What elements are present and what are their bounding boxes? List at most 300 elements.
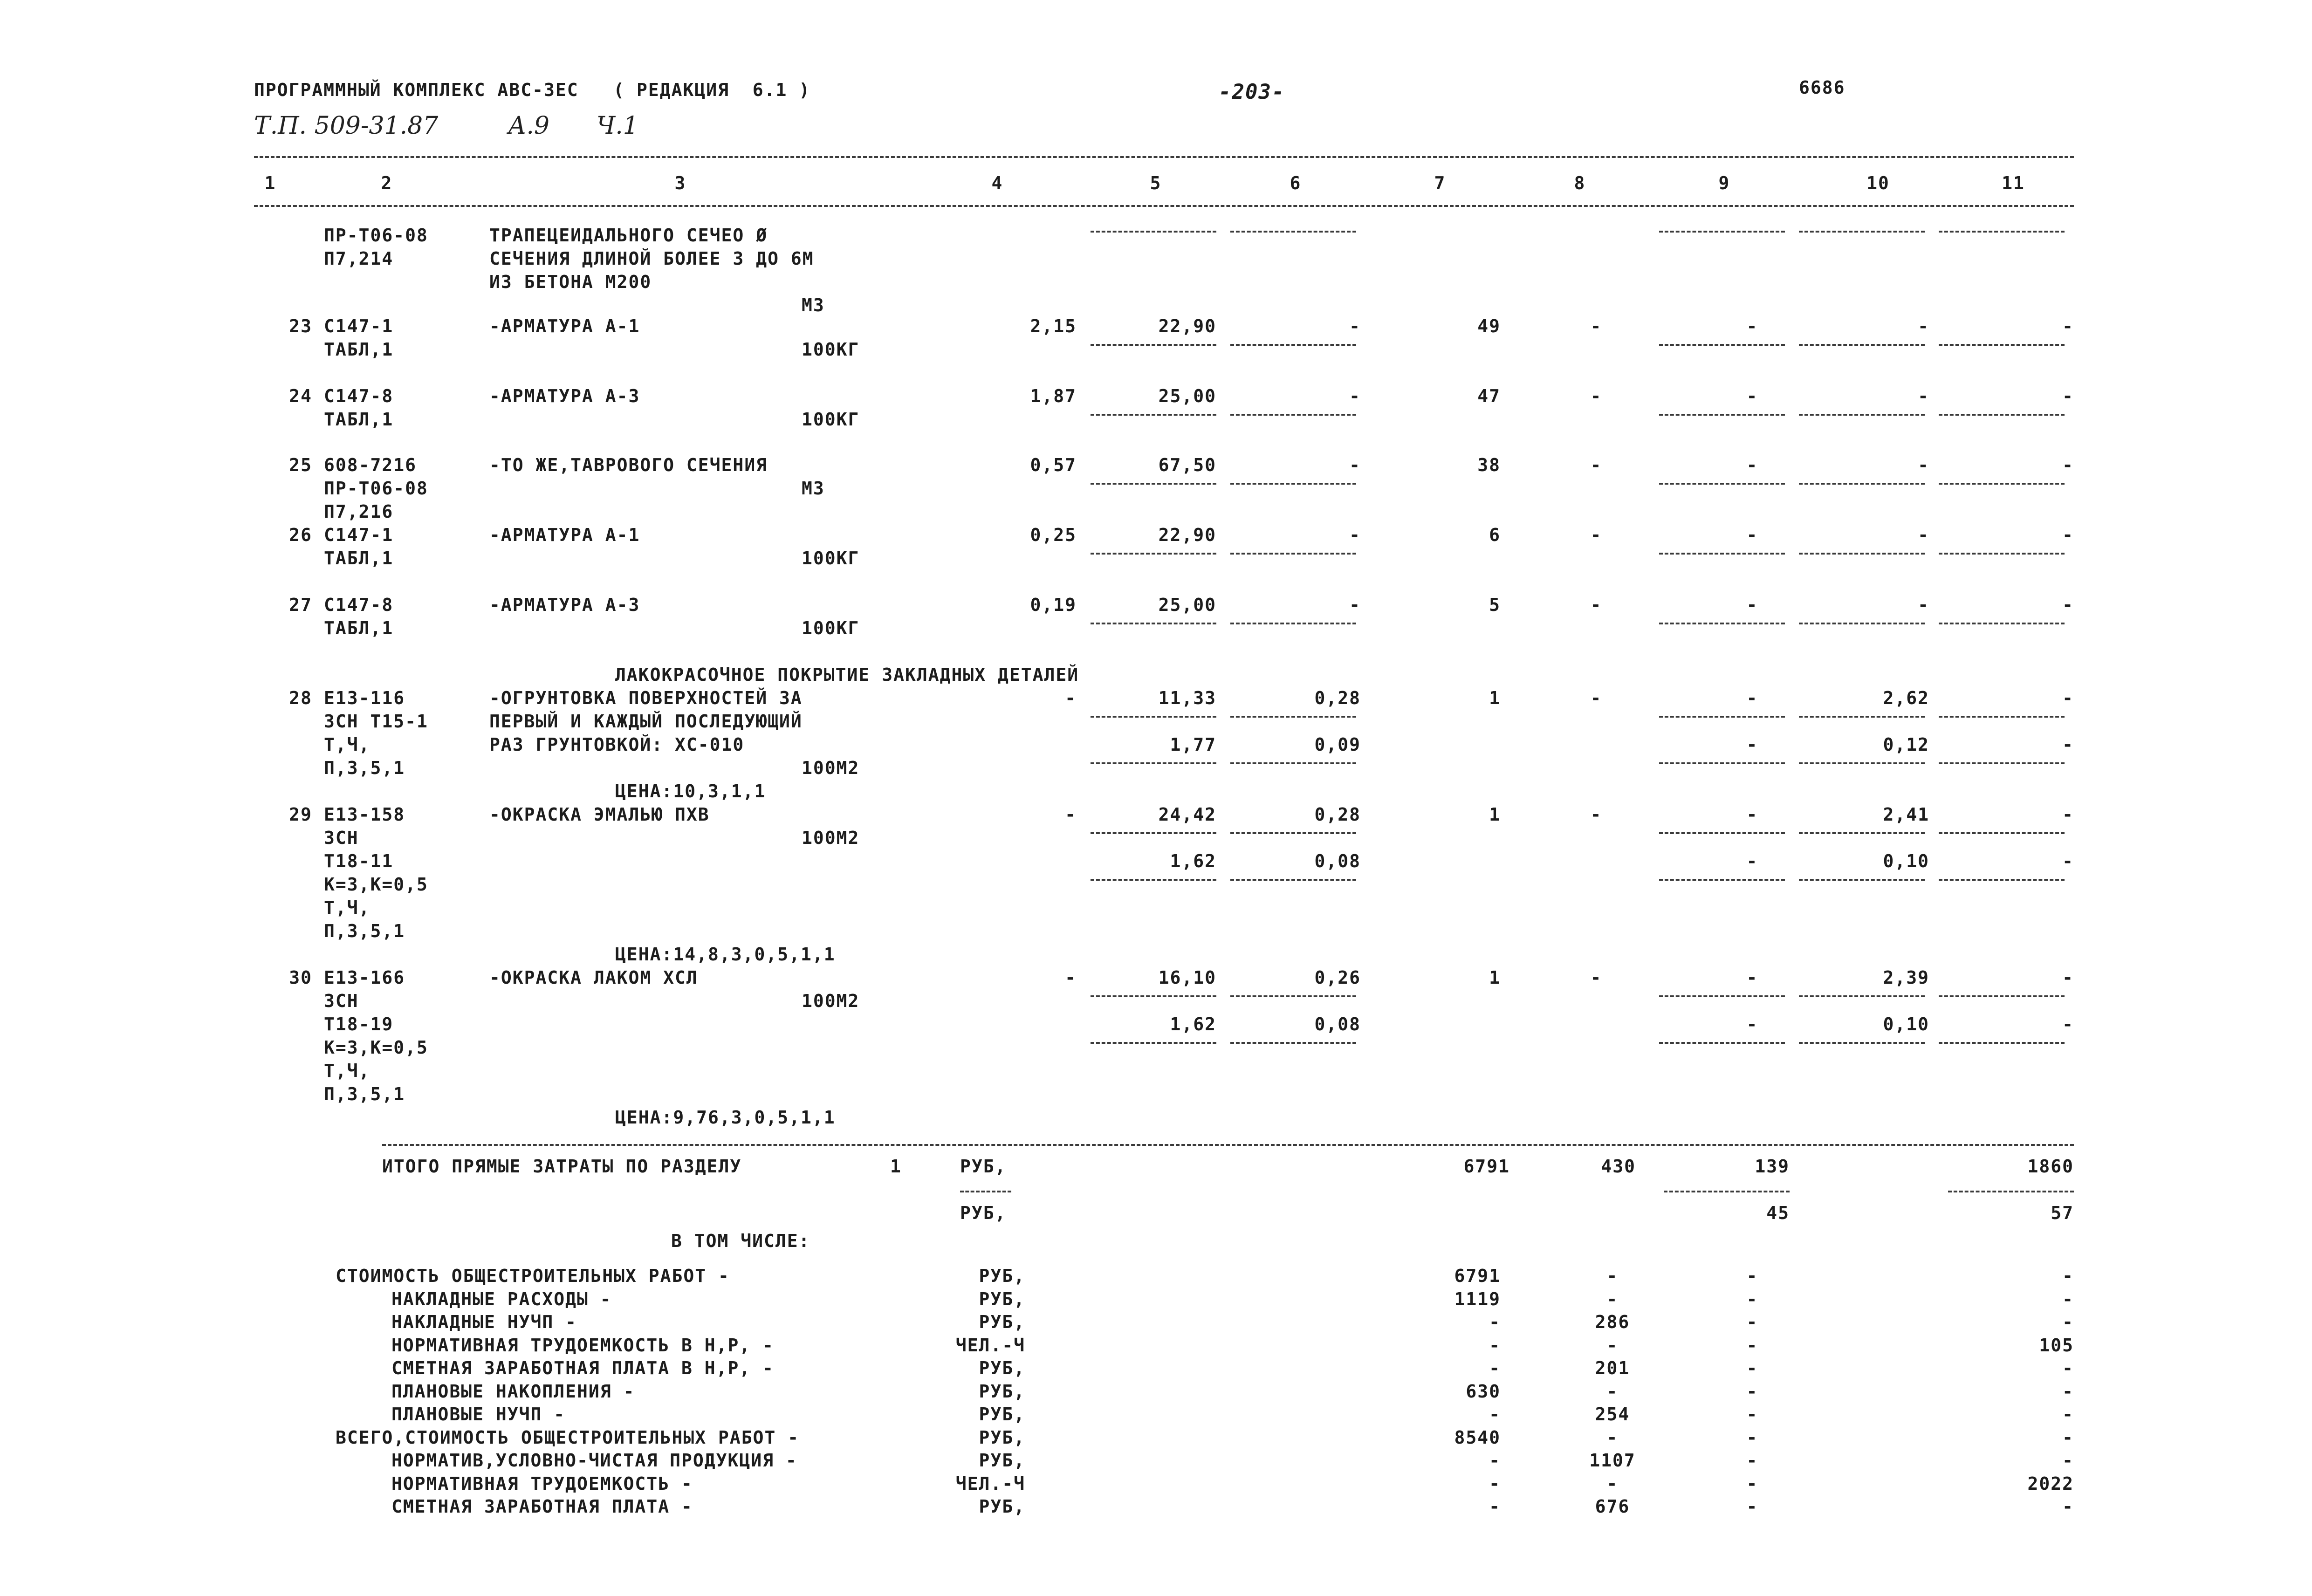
cell-c9: -	[1746, 316, 1758, 336]
cell-c7: 38	[1477, 455, 1501, 475]
summary-c7: -	[1489, 1496, 1501, 1517]
summary-unit: РУБ,	[979, 1427, 1025, 1448]
price-formula: ЦЕНА:10,3,1,1	[615, 781, 766, 801]
summary-label: СТОИМОСТЬ ОБЩЕСТРОИТЕЛЬНЫХ РАБОТ -	[336, 1266, 730, 1286]
summary-c11: 105	[2039, 1335, 2074, 1356]
cell-divider	[1091, 716, 1216, 718]
cell-divider	[1230, 762, 1356, 764]
cell-c3: РАЗ ГРУНТОВКОЙ: ХС-010	[489, 734, 745, 755]
cell-divider	[1659, 995, 1785, 997]
document-code: 6686	[1799, 77, 1845, 98]
cell-c11: -	[2062, 804, 2074, 825]
column-header-4: 4	[991, 173, 1003, 193]
summary-c8: -	[1606, 1381, 1619, 1402]
cell-c3: ПЕРВЫЙ И КАЖДЫЙ ПОСЛЕДУЮЩИЙ	[489, 711, 803, 732]
cell-divider	[1799, 879, 1925, 881]
cell-c3: -АРМАТУРА А-3	[489, 386, 640, 406]
cell-c7: 6	[1489, 525, 1501, 545]
column-header-2: 2	[381, 173, 393, 193]
summary-c9: -	[1746, 1496, 1758, 1517]
cell-unit: М3	[802, 295, 825, 315]
cell-c2: ЗСН	[324, 828, 359, 848]
cell-c3: -ТО ЖЕ,ТАВРОВОГО СЕЧЕНИЯ	[489, 455, 768, 475]
cell-n: 27	[289, 595, 312, 615]
cell-c9: -	[1746, 455, 1758, 475]
cell-c2: 608-7216	[324, 455, 417, 475]
cell-c4: 0,57	[1030, 455, 1077, 475]
cell-divider	[1230, 995, 1356, 997]
cell-c8: -	[1590, 595, 1602, 615]
totals-col11: 1860	[2027, 1156, 2074, 1177]
cell-c2: П,3,5,1	[324, 1084, 405, 1104]
cell-c9: -	[1746, 386, 1758, 406]
cell-c4: -	[1065, 688, 1077, 708]
totals-unit-2: РУБ,	[960, 1203, 1007, 1223]
cell-divider	[1230, 716, 1356, 718]
cell-c2: П7,216	[324, 501, 394, 522]
cell-c6: 0,28	[1314, 804, 1361, 825]
summary-unit: ЧЕЛ.-Ч	[955, 1473, 1025, 1494]
cell-c5: 11,33	[1158, 688, 1216, 708]
cell-divider	[1939, 1042, 2065, 1044]
cell-divider	[1091, 1042, 1216, 1044]
cell-c10: -	[1918, 316, 1929, 336]
cell-c2: Т,Ч,	[324, 1061, 370, 1081]
cell-c2: Е13-158	[324, 804, 405, 825]
cell-c2: Е13-116	[324, 688, 405, 708]
cell-c4: 0,25	[1030, 525, 1077, 545]
cell-c8: -	[1590, 967, 1602, 988]
summary-c7: -	[1489, 1404, 1501, 1425]
column-header-3: 3	[674, 173, 686, 193]
price-formula: ЦЕНА:9,76,3,0,5,1,1	[615, 1107, 836, 1128]
cell-c3: ТРАПЕЦЕИДАЛЬНОГО СЕЧЕО Ø	[489, 225, 768, 246]
cell-c3: -ОКРАСКА ЭМАЛЬЮ ПХВ	[489, 804, 710, 825]
cell-c11: -	[2062, 525, 2074, 545]
cell-c10: -	[1918, 525, 1929, 545]
program-title: ПРОГРАММНЫЙ КОМПЛЕКС АВС-3ЕС ( РЕДАКЦИЯ 6.1 )	[254, 80, 811, 100]
summary-c8: 201	[1595, 1358, 1630, 1378]
cell-divider	[1091, 623, 1216, 624]
cell-divider	[1091, 553, 1216, 555]
totals-col11-b: 57	[2051, 1203, 2074, 1223]
summary-label: НАКЛАДНЫЕ НУЧП -	[391, 1312, 577, 1332]
summary-label: СМЕТНАЯ ЗАРАБОТНАЯ ПЛАТА -	[391, 1496, 693, 1517]
cell-c9: -	[1746, 804, 1758, 825]
cell-n: 24	[289, 386, 312, 406]
handwritten-part: Ч.1	[597, 112, 638, 140]
summary-c9: -	[1746, 1312, 1758, 1332]
cell-divider	[1659, 879, 1785, 881]
cell-c11: -	[2062, 1014, 2074, 1034]
cell-divider	[1659, 414, 1785, 416]
summary-unit: РУБ,	[979, 1404, 1025, 1425]
cell-c9: -	[1746, 688, 1758, 708]
cell-c5: 25,00	[1158, 595, 1216, 615]
cell-divider	[1230, 483, 1356, 485]
cell-c2: Т,Ч,	[324, 734, 370, 755]
cell-divider	[1939, 762, 2065, 764]
cell-c10: -	[1918, 455, 1929, 475]
summary-label: ПЛАНОВЫЕ НУЧП -	[391, 1404, 566, 1425]
totals-col7: 6791	[1463, 1156, 1510, 1177]
cell-divider	[1230, 623, 1356, 624]
cell-c2: П7,214	[324, 248, 394, 269]
cell-divider	[1799, 623, 1925, 624]
cell-unit: 100КГ	[802, 618, 860, 638]
summary-c7: 6791	[1454, 1266, 1501, 1286]
cell-c6: 0,08	[1314, 851, 1361, 871]
summary-c8: -	[1606, 1427, 1619, 1448]
cell-divider	[1939, 483, 2065, 485]
cell-divider	[1230, 231, 1356, 233]
cell-c4: -	[1065, 967, 1077, 988]
summary-c11: 2022	[2027, 1473, 2074, 1494]
summary-c8: -	[1606, 1289, 1619, 1309]
cell-divider	[1799, 716, 1925, 718]
cell-c2: ТАБЛ,1	[324, 409, 394, 430]
cell-c10: 0,12	[1883, 734, 1929, 755]
cell-c6: 0,08	[1314, 1014, 1361, 1034]
totals-unit-rule	[960, 1191, 1011, 1192]
cell-divider	[1230, 879, 1356, 881]
totals-rule	[382, 1144, 2074, 1146]
cell-divider	[1939, 344, 2065, 346]
summary-c11: -	[2062, 1358, 2074, 1378]
cell-c5: 22,90	[1158, 316, 1216, 336]
summary-c9: -	[1746, 1427, 1758, 1448]
cell-divider	[1799, 414, 1925, 416]
cell-c5: 67,50	[1158, 455, 1216, 475]
cell-divider	[1799, 995, 1925, 997]
cell-c2: К=3,К=0,5	[324, 1037, 428, 1058]
column-header-11: 11	[2002, 173, 2025, 193]
totals-col9-b: 45	[1766, 1203, 1790, 1223]
cell-c2: ЗСН Т15-1	[324, 711, 428, 732]
cell-c11: -	[2062, 386, 2074, 406]
totals-section-no: 1	[890, 1156, 902, 1177]
totals-col11-rule	[1948, 1191, 2074, 1192]
cell-c7: 49	[1477, 316, 1501, 336]
handwritten-project: Т.П. 509-31.87	[254, 112, 439, 140]
cell-c9: -	[1746, 1014, 1758, 1034]
cell-c2: ТАБЛ,1	[324, 618, 394, 638]
cell-c6: -	[1349, 525, 1361, 545]
cell-c9: -	[1746, 851, 1758, 871]
summary-label: НОРМАТИВНАЯ ТРУДОЕМКОСТЬ -	[391, 1473, 693, 1494]
cell-c3: -АРМАТУРА А-1	[489, 316, 640, 336]
cell-unit: 100М2	[802, 758, 860, 778]
cell-divider	[1659, 1042, 1785, 1044]
cell-c2: П,3,5,1	[324, 758, 405, 778]
cell-divider	[1939, 995, 2065, 997]
cell-c10: 0,10	[1883, 1014, 1929, 1034]
cell-c5: 1,62	[1170, 1014, 1216, 1034]
cell-c2: С147-8	[324, 595, 394, 615]
cell-c2: ТАБЛ,1	[324, 548, 394, 569]
cell-c5: 25,00	[1158, 386, 1216, 406]
cell-c2: ТАБЛ,1	[324, 339, 394, 360]
cell-c8: -	[1590, 386, 1602, 406]
cell-c3: СЕЧЕНИЯ ДЛИНОЙ БОЛЕЕ 3 ДО 6М	[489, 248, 814, 269]
summary-c8: -	[1606, 1473, 1619, 1494]
summary-c11: -	[2062, 1312, 2074, 1332]
cell-divider	[1659, 231, 1785, 233]
cell-divider	[1939, 716, 2065, 718]
cell-divider	[1939, 553, 2065, 555]
summary-c7: -	[1489, 1473, 1501, 1494]
cell-c4: 2,15	[1030, 316, 1077, 336]
summary-c7: -	[1489, 1358, 1501, 1378]
cell-c4: 0,19	[1030, 595, 1077, 615]
summary-unit: ЧЕЛ.-Ч	[955, 1335, 1025, 1356]
cell-divider	[1091, 995, 1216, 997]
cell-n: 28	[289, 688, 312, 708]
cell-c10: 2,39	[1883, 967, 1929, 988]
cell-n: 26	[289, 525, 312, 545]
page-number: -203-	[1219, 80, 1285, 104]
cell-c11: -	[2062, 316, 2074, 336]
summary-label: СМЕТНАЯ ЗАРАБОТНАЯ ПЛАТА В Н,Р, -	[391, 1358, 774, 1378]
including-label: В ТОМ ЧИСЛЕ:	[671, 1231, 810, 1251]
column-header-1: 1	[264, 173, 276, 193]
cell-unit: 100КГ	[802, 548, 860, 569]
summary-label: ВСЕГО,СТОИМОСТЬ ОБЩЕСТРОИТЕЛЬНЫХ РАБОТ -	[336, 1427, 800, 1448]
cell-unit: М3	[802, 478, 825, 499]
cell-c3: -АРМАТУРА А-1	[489, 525, 640, 545]
summary-c7: 1119	[1454, 1289, 1501, 1309]
summary-label: НАКЛАДНЫЕ РАСХОДЫ -	[391, 1289, 612, 1309]
cell-divider	[1799, 762, 1925, 764]
cell-c9: -	[1746, 967, 1758, 988]
cell-c3: -АРМАТУРА А-3	[489, 595, 640, 615]
summary-label: НОРМАТИВНАЯ ТРУДОЕМКОСТЬ В Н,Р, -	[391, 1335, 774, 1356]
cell-c2: С147-1	[324, 316, 394, 336]
cell-unit: 100КГ	[802, 409, 860, 430]
cell-c9: -	[1746, 595, 1758, 615]
cell-divider	[1799, 832, 1925, 834]
cell-divider	[1799, 483, 1925, 485]
cell-c11: -	[2062, 967, 2074, 988]
cell-c5: 1,62	[1170, 851, 1216, 871]
cell-c6: -	[1349, 316, 1361, 336]
summary-c11: -	[2062, 1427, 2074, 1448]
cell-c6: 0,26	[1314, 967, 1361, 988]
column-header-9: 9	[1718, 173, 1730, 193]
cell-n: 25	[289, 455, 312, 475]
summary-c11: -	[2062, 1381, 2074, 1402]
column-header-7: 7	[1434, 173, 1446, 193]
cell-c9: -	[1746, 734, 1758, 755]
cell-unit: 100М2	[802, 828, 860, 848]
cell-c8: -	[1590, 455, 1602, 475]
cell-divider	[1230, 344, 1356, 346]
summary-c9: -	[1746, 1404, 1758, 1425]
totals-col9: 139	[1755, 1156, 1790, 1177]
summary-c8: 286	[1595, 1312, 1630, 1332]
cell-c11: -	[2062, 595, 2074, 615]
cell-c10: 2,62	[1883, 688, 1929, 708]
cell-divider	[1091, 879, 1216, 881]
handwritten-album: А.9	[508, 112, 549, 140]
summary-label: ПЛАНОВЫЕ НАКОПЛЕНИЯ -	[391, 1381, 635, 1402]
cell-c5: 24,42	[1158, 804, 1216, 825]
cell-c6: -	[1349, 455, 1361, 475]
cell-c5: 1,77	[1170, 734, 1216, 755]
cell-c6: -	[1349, 595, 1361, 615]
summary-c9: -	[1746, 1266, 1758, 1286]
cell-divider	[1659, 716, 1785, 718]
totals-col9-rule	[1664, 1191, 1790, 1192]
cell-c10: 2,41	[1883, 804, 1929, 825]
cell-divider	[1091, 414, 1216, 416]
cell-c11: -	[2062, 734, 2074, 755]
cell-c10: -	[1918, 386, 1929, 406]
cell-divider	[1939, 414, 2065, 416]
cell-c2: ПР-Т06-08	[324, 478, 428, 499]
summary-unit: РУБ,	[979, 1496, 1025, 1517]
cell-divider	[1230, 1042, 1356, 1044]
cell-c8: -	[1590, 316, 1602, 336]
cell-divider	[1939, 879, 2065, 881]
cell-divider	[1799, 1042, 1925, 1044]
summary-unit: РУБ,	[979, 1266, 1025, 1286]
cell-divider	[1659, 623, 1785, 624]
summary-c11: -	[2062, 1496, 2074, 1517]
summary-unit: РУБ,	[979, 1358, 1025, 1378]
totals-col8: 430	[1601, 1156, 1636, 1177]
cell-n: 23	[289, 316, 312, 336]
summary-c8: 254	[1595, 1404, 1630, 1425]
summary-c11: -	[2062, 1404, 2074, 1425]
summary-c9: -	[1746, 1358, 1758, 1378]
cell-divider	[1091, 483, 1216, 485]
cell-c11: -	[2062, 455, 2074, 475]
cell-c8: -	[1590, 804, 1602, 825]
column-header-5: 5	[1150, 173, 1162, 193]
totals-unit: РУБ,	[960, 1156, 1007, 1177]
cell-divider	[1659, 483, 1785, 485]
cell-divider	[1659, 762, 1785, 764]
summary-c9: -	[1746, 1450, 1758, 1471]
summary-c11: -	[2062, 1266, 2074, 1286]
cell-c3: -ОКРАСКА ЛАКОМ ХСЛ	[489, 967, 698, 988]
cell-divider	[1091, 344, 1216, 346]
summary-c7: 8540	[1454, 1427, 1501, 1448]
cell-c3: -ОГРУНТОВКА ПОВЕРХНОСТЕЙ ЗА	[489, 688, 803, 708]
cell-unit: 100КГ	[802, 339, 860, 360]
header-top-rule	[254, 156, 2074, 158]
cell-divider	[1799, 344, 1925, 346]
cell-c4: -	[1065, 804, 1077, 825]
cell-divider	[1659, 832, 1785, 834]
cell-c6: 0,09	[1314, 734, 1361, 755]
cell-c7: 5	[1489, 595, 1501, 615]
cell-c2: С147-8	[324, 386, 394, 406]
summary-unit: РУБ,	[979, 1312, 1025, 1332]
cell-c10: -	[1918, 595, 1929, 615]
cell-c4: 1,87	[1030, 386, 1077, 406]
summary-c8: 1107	[1589, 1450, 1636, 1471]
cell-c11: -	[2062, 688, 2074, 708]
cell-divider	[1939, 832, 2065, 834]
cell-c3: ИЗ БЕТОНА М200	[489, 272, 652, 292]
summary-c9: -	[1746, 1381, 1758, 1402]
cell-divider	[1091, 832, 1216, 834]
cell-c2: ПР-Т06-08	[324, 225, 428, 246]
cell-divider	[1799, 231, 1925, 233]
cell-c7: 47	[1477, 386, 1501, 406]
cell-c2: Т18-11	[324, 851, 394, 871]
cell-c2: Е13-166	[324, 967, 405, 988]
cell-n: 29	[289, 804, 312, 825]
cell-n: 30	[289, 967, 312, 988]
summary-c9: -	[1746, 1473, 1758, 1494]
summary-c9: -	[1746, 1335, 1758, 1356]
summary-c11: -	[2062, 1289, 2074, 1309]
cell-c6: -	[1349, 386, 1361, 406]
column-header-8: 8	[1574, 173, 1586, 193]
cell-c2: К=3,К=0,5	[324, 874, 428, 895]
cell-divider	[1230, 553, 1356, 555]
cell-c2: ЗСН	[324, 991, 359, 1011]
cell-divider	[1659, 553, 1785, 555]
cell-c11: -	[2062, 851, 2074, 871]
cell-c2: Т,Ч,	[324, 897, 370, 918]
section-heading: ЛАКОКРАСОЧНОЕ ПОКРЫТИЕ ЗАКЛАДНЫХ ДЕТАЛЕЙ	[615, 664, 1079, 685]
cell-c9: -	[1746, 525, 1758, 545]
cell-divider	[1230, 414, 1356, 416]
summary-c7: -	[1489, 1335, 1501, 1356]
summary-c7: -	[1489, 1312, 1501, 1332]
column-header-6: 6	[1290, 173, 1302, 193]
cell-c2: С147-1	[324, 525, 394, 545]
summary-c7: 630	[1466, 1381, 1501, 1402]
cell-unit: 100М2	[802, 991, 860, 1011]
cell-divider	[1939, 231, 2065, 233]
cell-divider	[1939, 623, 2065, 624]
cell-divider	[1091, 762, 1216, 764]
cell-c2: П,3,5,1	[324, 921, 405, 941]
header-bottom-rule	[254, 205, 2074, 207]
summary-unit: РУБ,	[979, 1289, 1025, 1309]
price-formula: ЦЕНА:14,8,3,0,5,1,1	[615, 944, 836, 965]
cell-c8: -	[1590, 525, 1602, 545]
cell-c7: 1	[1489, 804, 1501, 825]
summary-c9: -	[1746, 1289, 1758, 1309]
cell-c8: -	[1590, 688, 1602, 708]
summary-unit: РУБ,	[979, 1450, 1025, 1471]
cell-c2: Т18-19	[324, 1014, 394, 1034]
cell-divider	[1091, 231, 1216, 233]
cell-c7: 1	[1489, 688, 1501, 708]
column-header-10: 10	[1866, 173, 1890, 193]
cell-c7: 1	[1489, 967, 1501, 988]
cell-c5: 22,90	[1158, 525, 1216, 545]
summary-c8: -	[1606, 1335, 1619, 1356]
cell-c10: 0,10	[1883, 851, 1929, 871]
cell-divider	[1799, 553, 1925, 555]
summary-c8: -	[1606, 1266, 1619, 1286]
summary-c11: -	[2062, 1450, 2074, 1471]
summary-c8: 676	[1595, 1496, 1630, 1517]
summary-c7: -	[1489, 1450, 1501, 1471]
cell-divider	[1230, 832, 1356, 834]
cell-c6: 0,28	[1314, 688, 1361, 708]
summary-unit: РУБ,	[979, 1381, 1025, 1402]
totals-label: ИТОГО ПРЯМЫЕ ЗАТРАТЫ ПО РАЗДЕЛУ	[382, 1156, 742, 1177]
cell-divider	[1659, 344, 1785, 346]
